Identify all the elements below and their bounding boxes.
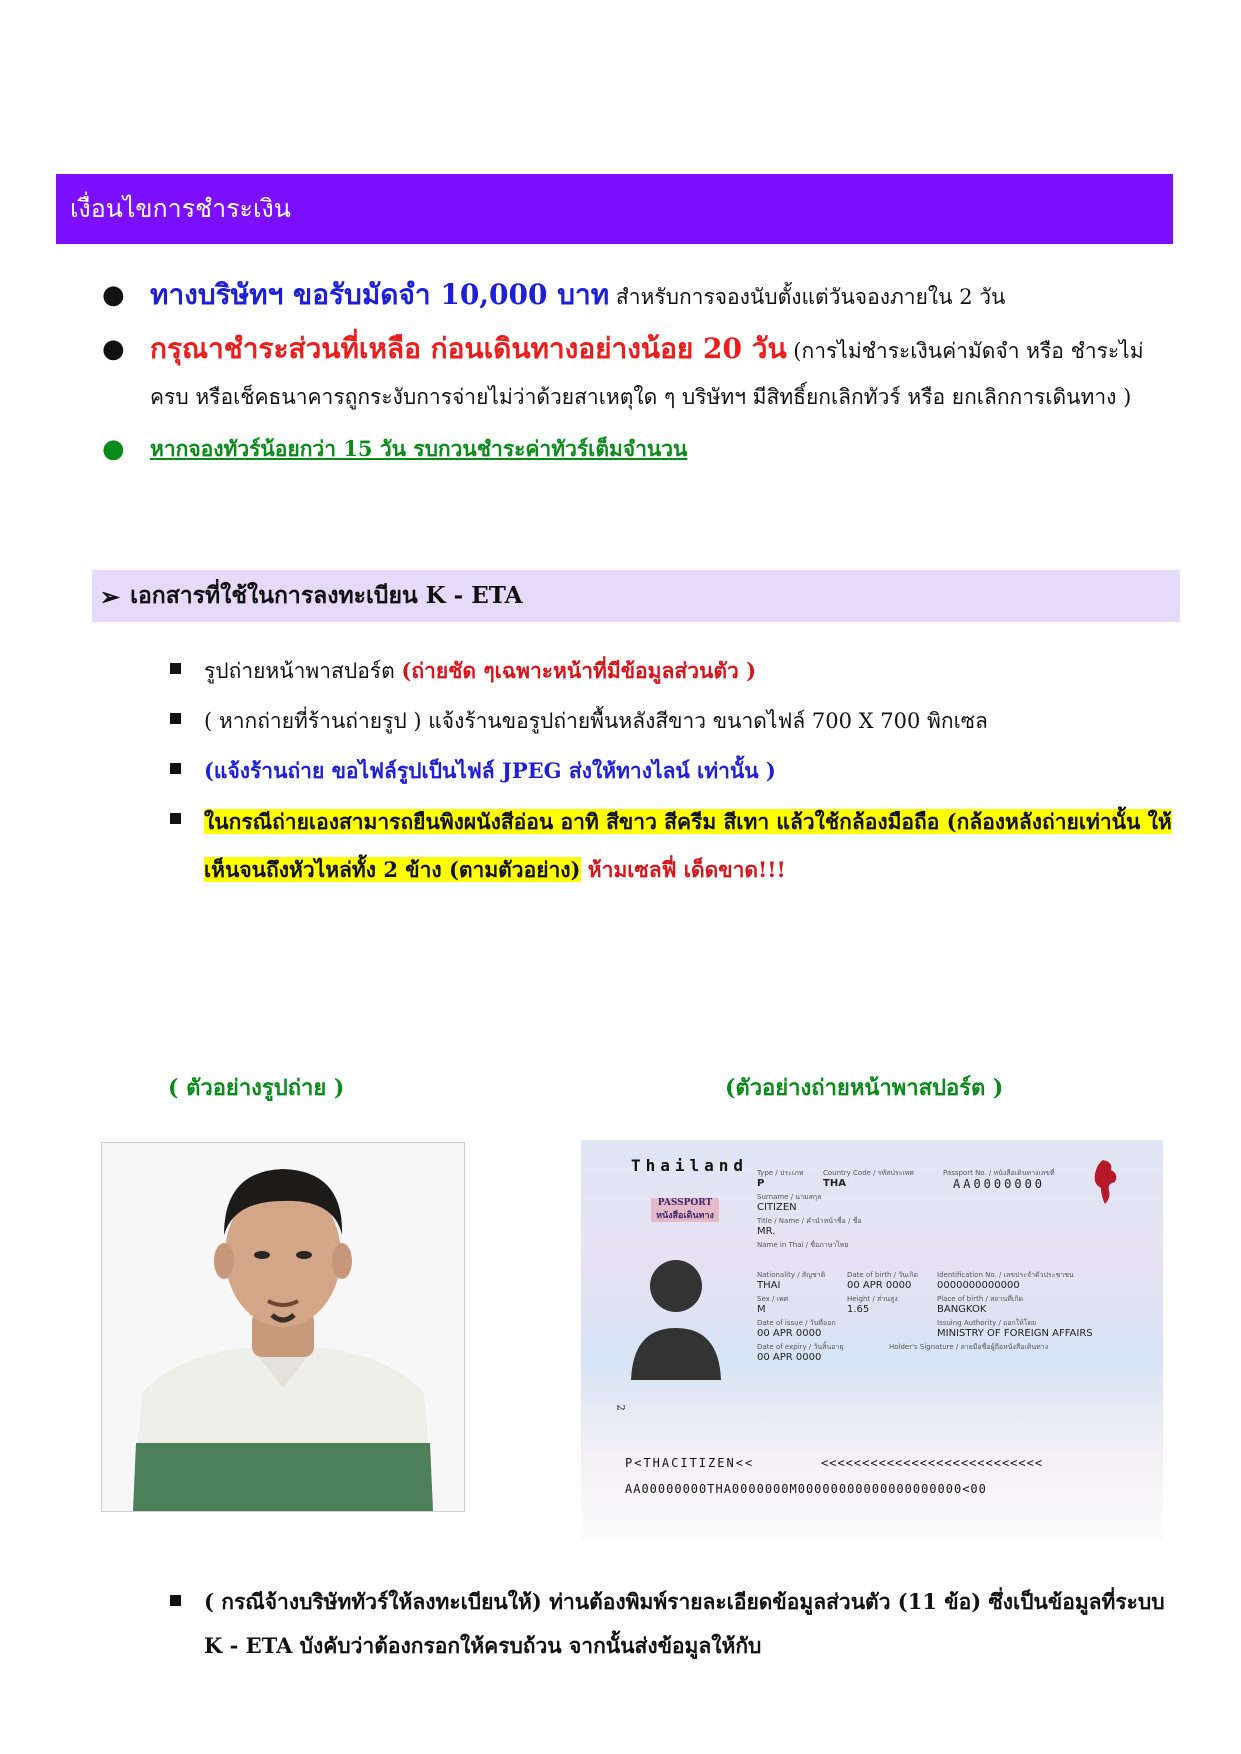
passport-height: 1.65 (847, 1304, 870, 1315)
passport-issue-date: 00 APR 0000 (757, 1328, 822, 1339)
keta-section-title: เอกสารที่ใช้ในการลงทะเบียน K - ETA (130, 582, 523, 609)
keta-documents (170, 648, 1180, 894)
passport-mrz-line2: AA00000000THA0000000M00000000000000000000<00 (625, 1482, 987, 1496)
square-bullet-icon (170, 1595, 181, 1606)
passport-doc-label-th: หนังสือเดินทาง (656, 1211, 714, 1221)
person-photo-illustration (102, 1143, 464, 1511)
passport-sex: M (757, 1304, 766, 1315)
passport-photo-text: รูปถ่ายหน้าพาสปอร์ต (204, 659, 402, 683)
passport-type: P (757, 1178, 765, 1189)
square-bullet-icon (170, 713, 181, 724)
square-bullet-icon (170, 813, 181, 824)
deposit-text: ทางบริษัทฯ ขอรับมัดจำ 10,000 บาท (150, 278, 610, 311)
passport-thai-label: Name in Thai / ชื่อภาษาไทย (757, 1241, 849, 1249)
passport-no-label: Passport No. / หนังสือเดินทางเลขที่ (943, 1169, 1055, 1177)
passport-expiry-label: Date of expiry / วันสิ้นอายุ (757, 1343, 844, 1351)
square-bullet-icon (170, 763, 181, 774)
passport-issue-label: Date of issue / วันที่ออก (757, 1319, 836, 1327)
bullet-dot-icon: ● (102, 334, 125, 364)
jpeg-note: (แจ้งร้านถ่าย ขอไฟล์รูปเป็นไฟล์ JPEG ส่งให้ทางไลน์ เท่านั้น ) (204, 758, 776, 783)
list-item (170, 648, 1180, 694)
passport-type-label: Type / ประเภท (757, 1169, 804, 1177)
thailand-map-icon (1089, 1158, 1123, 1206)
payment-header-title: เงื่อนไขการชำระเงิน (70, 194, 291, 223)
passport-auth-label: Issuing Authority / ออกให้โดย (937, 1319, 1037, 1327)
bottom-note-text: ( กรณีจ้างบริษัททัวร์ให้ลงทะเบียนให้) ท่านต้องพิมพ์รายละเอียดข้อมูลส่วนตัว (11 ข้อ) ซึ่งเป็นข้อมูลที่ระบบ K - ETA บังคับว่าต้องกรอกให้ครบถ้วน จากนั้นส่งข้อมูลให้กับ (204, 1589, 1165, 1658)
list-item (170, 798, 1180, 894)
passport-code-label: Country Code / รหัสประเทศ (823, 1169, 914, 1177)
passport-side-number: 2 (614, 1404, 626, 1411)
passport-expiry: 00 APR 0000 (757, 1352, 822, 1363)
passport-pob-label: Place of birth / สถานที่เกิด (937, 1295, 1024, 1303)
passport-nat-label: Nationality / สัญชาติ (757, 1271, 826, 1279)
list-item (170, 1580, 1180, 1668)
passport-sex-label: Sex / เพศ (757, 1295, 789, 1303)
list-item (100, 272, 1180, 320)
payment-header (56, 174, 1173, 244)
bullet-dot-icon: ● (102, 434, 125, 464)
self-photo-instructions: ในกรณีถ่ายเองสามารถยืนพิงผนังสีอ่อน อาทิ สีขาว สีครีม สีเทา แล้วใช้กล้องมือถือ (กล้องหลังถ่ายเท่านั้น ให้เห็นจนถึงหัวไหล่ทั้ง 2 ข้าง (ตามตัวอย่าง) (204, 809, 1172, 882)
arrow-icon: ➢ (100, 581, 121, 611)
photo-caption: ( ตัวอย่างรูปถ่าย ) (168, 1075, 345, 1101)
passport-photo-note: (ถ่ายชัด ๆเฉพาะหน้าที่มีข้อมูลส่วนตัว ) (401, 658, 757, 683)
passport-country: Thailand (631, 1156, 749, 1175)
passport-dob: 00 APR 0000 (847, 1280, 912, 1291)
passport-mrz-line1b: <<<<<<<<<<<<<<<<<<<<<<<<<<< (821, 1456, 1044, 1470)
passport-title: MR. (757, 1226, 776, 1237)
passport-height-label: Height / ส่วนสูง (847, 1295, 898, 1303)
passport-mrz-line1a: P<THACITIZEN<< (625, 1456, 755, 1470)
passport-caption: (ตัวอย่างถ่ายหน้าพาสปอร์ต ) (725, 1075, 1004, 1101)
square-bullet-icon (170, 663, 181, 674)
balance-rest: (การไม่ชำระเงินค่ามัดจำ หรือ ชำระไม่ครบ หรือเช็คธนาคารถูกระงับการจ่ายไม่ว่าด้วยสาเหตุใด ๆ บริษัทฯ มีสิทธิ์ยกเลิกทัวร์ หรือ ยกเลิกการเดินทาง ) (150, 339, 1144, 409)
list-item (100, 426, 1180, 472)
payment-terms (100, 272, 1180, 472)
sample-photo (101, 1142, 465, 1512)
passport-id: 0000000000000 (937, 1280, 1020, 1291)
studio-photo-text: ( หากถ่ายที่ร้านถ่ายรูป ) แจ้งร้านขอรูปถ่ายพื้นหลังสีขาว ขนาดไฟล์ 700 X 700 พิกเซล (204, 709, 988, 733)
list-item (100, 326, 1180, 420)
passport-nationality: THAI (757, 1280, 781, 1291)
list-item (170, 698, 1180, 744)
person-silhouette-icon (621, 1240, 731, 1400)
passport-pob: BANGKOK (937, 1304, 987, 1315)
passport-surname: CITIZEN (757, 1202, 797, 1213)
passport-surname-label: Surname / นามสกุล (757, 1193, 822, 1201)
no-selfie-warning: ห้ามเซลฟี่ เด็ดขาด!!! (580, 857, 786, 882)
passport-authority: MINISTRY OF FOREIGN AFFAIRS (937, 1328, 1093, 1339)
keta-section-header (92, 570, 1180, 622)
passport-number: AA0000000 (953, 1177, 1046, 1191)
passport-code: THA (823, 1178, 846, 1189)
passport-title-label: Title / Name / คำนำหน้าชื่อ / ชื่อ (757, 1217, 862, 1225)
deposit-rest: สำหรับการจองนับตั้งแต่วันจองภายใน 2 วัน (609, 285, 1006, 309)
passport-doc-label-en: PASSPORT (657, 1198, 713, 1208)
list-item (170, 748, 1180, 794)
bottom-note (170, 1580, 1180, 1668)
bullet-dot-icon: ● (102, 280, 125, 310)
passport-doc-label (651, 1198, 719, 1222)
passport-id-label: Identification No. / เลขประจำตัวประชาชน (937, 1271, 1074, 1279)
passport-dob-label: Date of birth / วันเกิด (847, 1271, 919, 1279)
full-payment-text: หากจองทัวร์น้อยกว่า 15 วัน รบกวนชำระค่าทัวร์เต็มจำนวน (150, 436, 688, 461)
passport-sig-label: Holder's Signature / ลายมือชื่อผู้ถือหนังสือเดินทาง (889, 1343, 1049, 1351)
sample-passport (581, 1140, 1163, 1540)
balance-text: กรุณาชำระส่วนที่เหลือ ก่อนเดินทางอย่างน้อย 20 วัน (150, 332, 787, 365)
